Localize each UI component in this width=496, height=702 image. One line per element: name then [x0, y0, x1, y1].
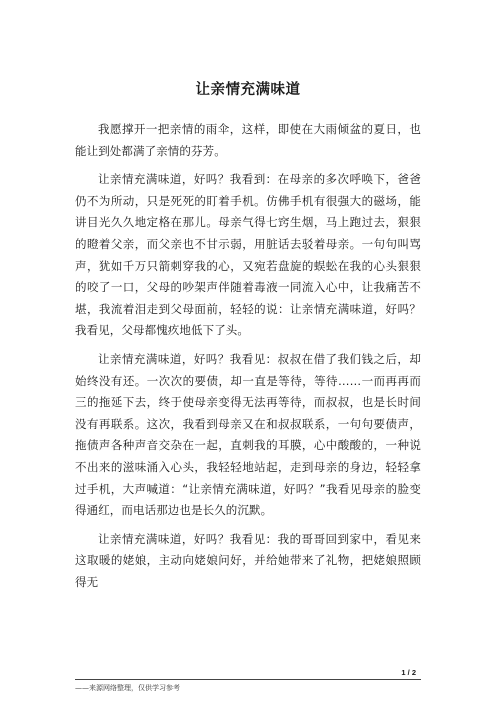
footer-divider	[75, 679, 421, 680]
paragraph: 让亲情充满味道，好吗？我看见：叔叔在借了我们钱之后，却始终没有还。一次次的要债，却一直是等待，等待……一而再再而三的拖延下去，终于使母亲变得无法再等待，而叔叔，也是长时间没有再联系。这次，我看到母亲又在和叔叔联系，一句句要债声，拖债声各种声音交杂在一起，直刺我的耳膜，心中酸酸的，一种说不出来的滋味涌入心头，我轻轻地站起，走到母亲的身边，轻轻拿过手机，大声喊道：“让亲情充满味道，好吗？”我看见母亲的脸变得通红，而电话那边也是长久的沉默。	[75, 351, 421, 518]
document-body	[75, 119, 421, 600]
page-number: 1 / 2	[401, 668, 416, 677]
page-title: 让亲情充满味道	[195, 82, 301, 98]
paragraph: 让亲情充满味道，好吗？我看见：我的哥哥回到家中，看见来这取暖的姥娘，主动向姥娘问好，并给她带来了礼物，把姥娘照顾得无	[75, 531, 421, 589]
paragraph: 我愿撑开一把亲情的雨伞，这样，即使在大雨倾盆的夏日，也能让到处都满了亲情的芬芳。	[75, 122, 421, 158]
source-note: ——来源网络整理，仅供学习参考	[75, 684, 180, 692]
paragraph: 让亲情充满味道，好吗？我看到：在母亲的多次呼唤下，爸爸仍不为所动，只是死死的盯着手机。仿佛手机有很强大的磁场，能讲目光久久地定格在那儿。母亲气得七窍生烟，马上跑过去，狠狠的瞪着父亲，而父亲也不甘示弱，用脏话去驳着母亲。一句句叫骂声，犹如千万只箭刺穿我的心，又宛若盘旋的蜈蚣在我的心头狠狠的咬了一口，父母的吵架声伴随着毒液一同流入心中，让我痛苦不堪，我流着泪走到父母面前，轻轻的说：让亲情充满味道，好吗？我看见，父母都愧疚地低下了头。	[75, 172, 421, 338]
